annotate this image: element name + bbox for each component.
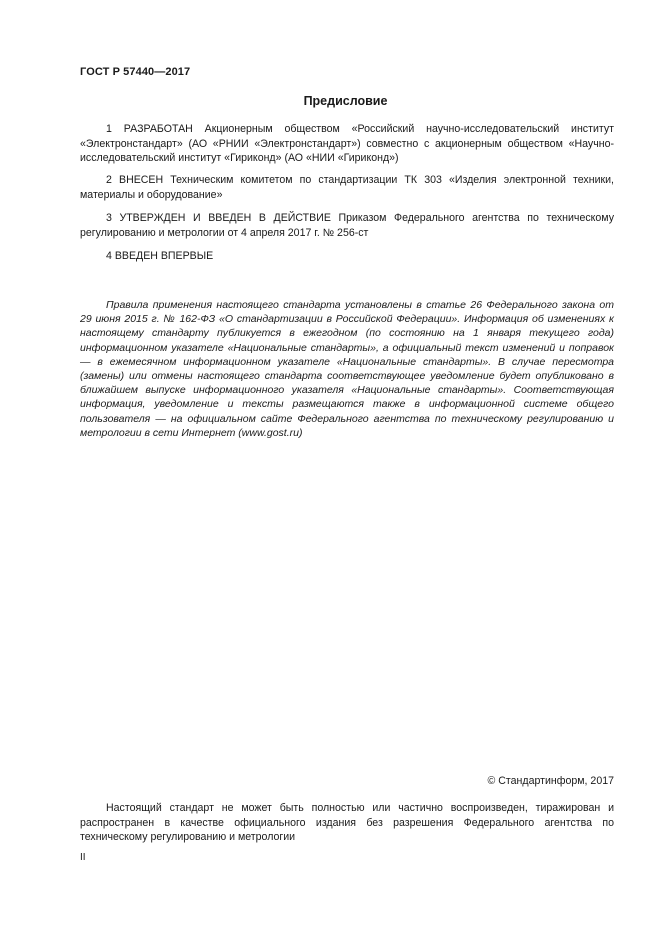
paragraph-developed-by: 1 РАЗРАБОТАН Акционерным обществом «Российский научно-исследовательский институт «Электронстандарт» (АО «РНИИ «Электронстандарт») совместно с акционерным обществом «Научно-исследовательский институт «Гириконд» (АО «НИИ «Гириконд») [80, 123, 614, 164]
paragraph-first-introduced: 4 ВВЕДЕН ВПЕРВЫЕ [106, 250, 214, 262]
page-title: Предисловие [303, 94, 388, 108]
standard-code: ГОСТ Р 57440—2017 [80, 66, 191, 78]
page-number: II [80, 852, 86, 863]
application-rules-notice: Правила применения настоящего стандарта установлены в статье 26 Федерального закона от 29 июня 2015 г. № 162-ФЗ «О стандартизации в Российской Федерации». Информация об изменениях к настоящему стандарту публикуется в ежегодном (по состоянию на 1 января текущего года) информационном указателе «Национальные стандарты», а официальный текст изменений и поправок — в ежемесячном информационном указателе «Национальные стандарты». В случае пересмотра (замены) или отмены настоящего стандарта соответствующее уведомление будет опубликовано в ближайшем выпуске информационного указателя «Национальные стандарты». Соответствующая информация, уведомление и тексты размещаются также в информационной системе общего пользователя — на официальном сайте Федерального агентства по техническому регулированию и метрологии в сети Интернет (www.gost.ru) [80, 299, 614, 439]
paragraph-submitted-by: 2 ВНЕСЕН Техническим комитетом по стандартизации ТК 303 «Изделия электронной техники, материалы и оборудование» [80, 174, 614, 201]
reproduction-notice: Настоящий стандарт не может быть полностью или частично воспроизведен, тиражирован и распространен в качестве официального издания без разрешения Федерального агентства по техническому регулированию и метрологии [80, 802, 614, 843]
paragraph-approved: 3 УТВЕРЖДЕН И ВВЕДЕН В ДЕЙСТВИЕ Приказом Федерального агентства по техническому регулированию и метрологии от 4 апреля 2017 г. № 256-ст [80, 212, 614, 239]
copyright: © Стандартинформ, 2017 [487, 775, 614, 787]
